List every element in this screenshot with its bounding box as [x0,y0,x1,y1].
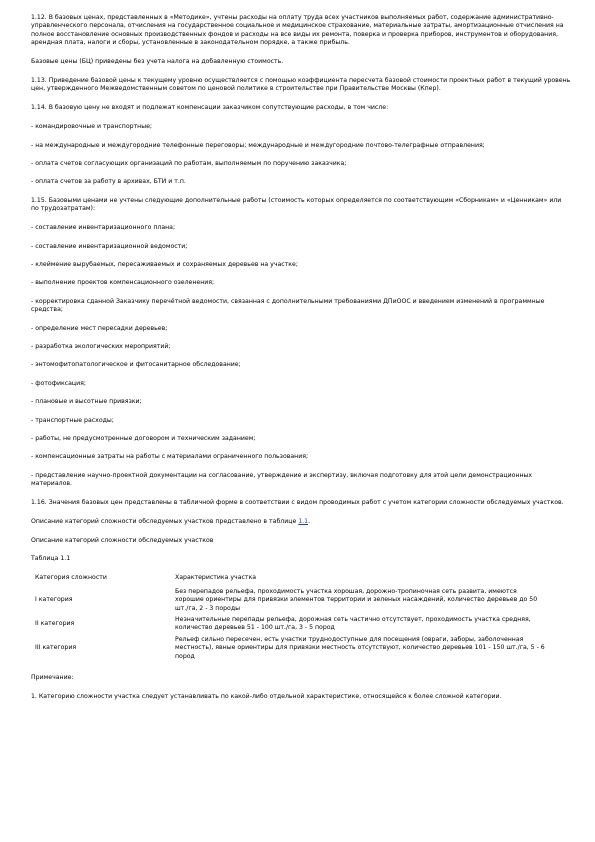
table-header-category: Категория сложности [35,574,107,582]
complexity-table [31,574,547,664]
list-item: - транспортные расходы; [31,416,114,424]
table-1-1-link[interactable]: 1.1 [298,517,309,525]
note-item-1: 1. Категорию сложности участка следует устанавливать по какой-либо отдельной характеристике, относящейся к более сложной категории. [31,692,502,700]
paragraph-1-16: 1.16. Значения базовых цен представлены в табличной форме в соответствии с видом проводимых работ с учетом категории сложности обследуемых участков. [31,498,564,506]
list-item: - составление инвентаризационной ведомости; [31,242,188,250]
list-item: - составление инвентаризационного плана; [31,224,176,232]
table-header-description: Характеристика участка [175,574,257,582]
list-item: - оплата счетов за работу в архивах, БТИ и т.п. [31,178,186,186]
list-1-15 [31,224,571,489]
list-item: - энтомофитопатологическое и фитосанитарное обследование; [31,361,241,369]
list-item: - клеймение вырубаемых, пересаживаемых и сохраняемых деревьев на участке; [31,261,298,268]
table-cell-category: III категория [35,644,77,652]
table-cell-category: I категория [35,596,73,604]
list-item: - определение мест пересадки деревьев; [31,324,168,332]
table-cell-description: Рельеф сильно пересечен, есть участки труднодоступные для посещения (овраги, заборы, заболоченная местность), явные ориентиры для привязки местность отсутствуют, количество деревьев 101 - 150 шт./га, 5 - 6 пород [175,635,545,660]
table-cell-description: Незначительные перепады рельефа, дорожная сеть частично отсутствует, проходимость участка средняя, количество деревьев 51 - 100 шт./га, 3 - 5 пород [175,615,531,632]
note-heading: Примечание: [31,673,74,681]
list-1-14 [31,123,571,187]
list-item: - командировочные и транспортные; [31,123,152,131]
table-header-row [31,574,547,587]
list-item: - разработка экологических мероприятий; [31,343,171,351]
list-item: - выполнение проектов компенсационного озеленения; [31,279,215,287]
reference-text: Описание категорий сложности обследуемых участков представлено в таблице [31,517,299,525]
paragraph-1-12: 1.12. В базовых ценах, представленных в «Методике», учтены расходы на оплату труда всех участников выполняемых работ, содержание административно-управленческого персонала, отчисления на государственное социальное и медицинское страхование, материальные затраты, амортизационные отчисления на полное восстановление основных производственных фондов и расходы на все виды их ремонта, поверка и проверка приборов, инструментов и оборудования, арендная плата, налоги и сборы, установленные в законодательном порядке, а также прибыль. [31,14,564,47]
table-cell-category: II категория [35,620,75,628]
list-item: - плановые и высотные привязки; [31,398,142,406]
list-item: - компенсационные затраты на работы с материалами ограниченного пользования; [31,453,309,461]
list-item: - представление научно-проектной документации на согласование, утверждение и экспертизу, включая подготовку для этой цели демонстрационных материалов. [31,471,533,488]
reference-suffix: . [308,517,311,525]
paragraph-1-13: 1.13. Приведение базовой цены к текущему уровню осуществляется с помощью коэффициента пересчета базовой стоимости проектных работ в текущий уровень цен, утвержденного Межведомственным советом по ценовой политике в строительстве при Правительстве Москвы (Кпер). [31,77,571,93]
paragraph-1-15: 1.15. Базовыми ценами не учтены следующие дополнительные работы (стоимость которых определяется по соответствующим «Сборникам» и «Ценникам» или по трудозатратам): [31,196,562,213]
table-row [31,636,547,664]
list-item: - на международные и междугородние телефонные переговоры; международные и междугородние почтово-телеграфные отправления; [31,141,485,149]
table-caption: Таблица 1.1 [31,555,71,563]
document-page [31,14,571,712]
paragraph-nds: Базовые цены (БЦ) приведены без учета налога на добавленную стоимость. [31,58,284,66]
list-item: - оплата счетов согласующих организаций по работам, выполняемым по поручению заказчика; [31,160,347,168]
paragraph-table-reference [31,518,571,526]
table-title: Описание категорий сложности обследуемых участков [31,536,214,544]
paragraph-1-14: 1.14. В базовую цену не входят и подлежат компенсации заказчиком сопутствующие расходы, в том числе: [31,104,389,112]
list-item: - корректировка сданной Заказчику перечётной ведомости, связанная с дополнительными требованиями ДПиООС и введением изменений в программные средства; [31,297,545,314]
list-item: - работы, не предусмотренные договором и техническим заданием; [31,435,256,443]
table-row [31,588,547,616]
list-item: - фотофиксация; [31,379,86,387]
table-cell-description: Без перепадов рельефа, проходимость участка хорошая, дорожно-тропиночная сеть развита, имеются хорошие ориентиры для привязки элементов территории и зеленых насаждений, количество деревьев до 50 шт./га, 2 - 3 породы [175,587,538,612]
table-row [31,616,547,636]
